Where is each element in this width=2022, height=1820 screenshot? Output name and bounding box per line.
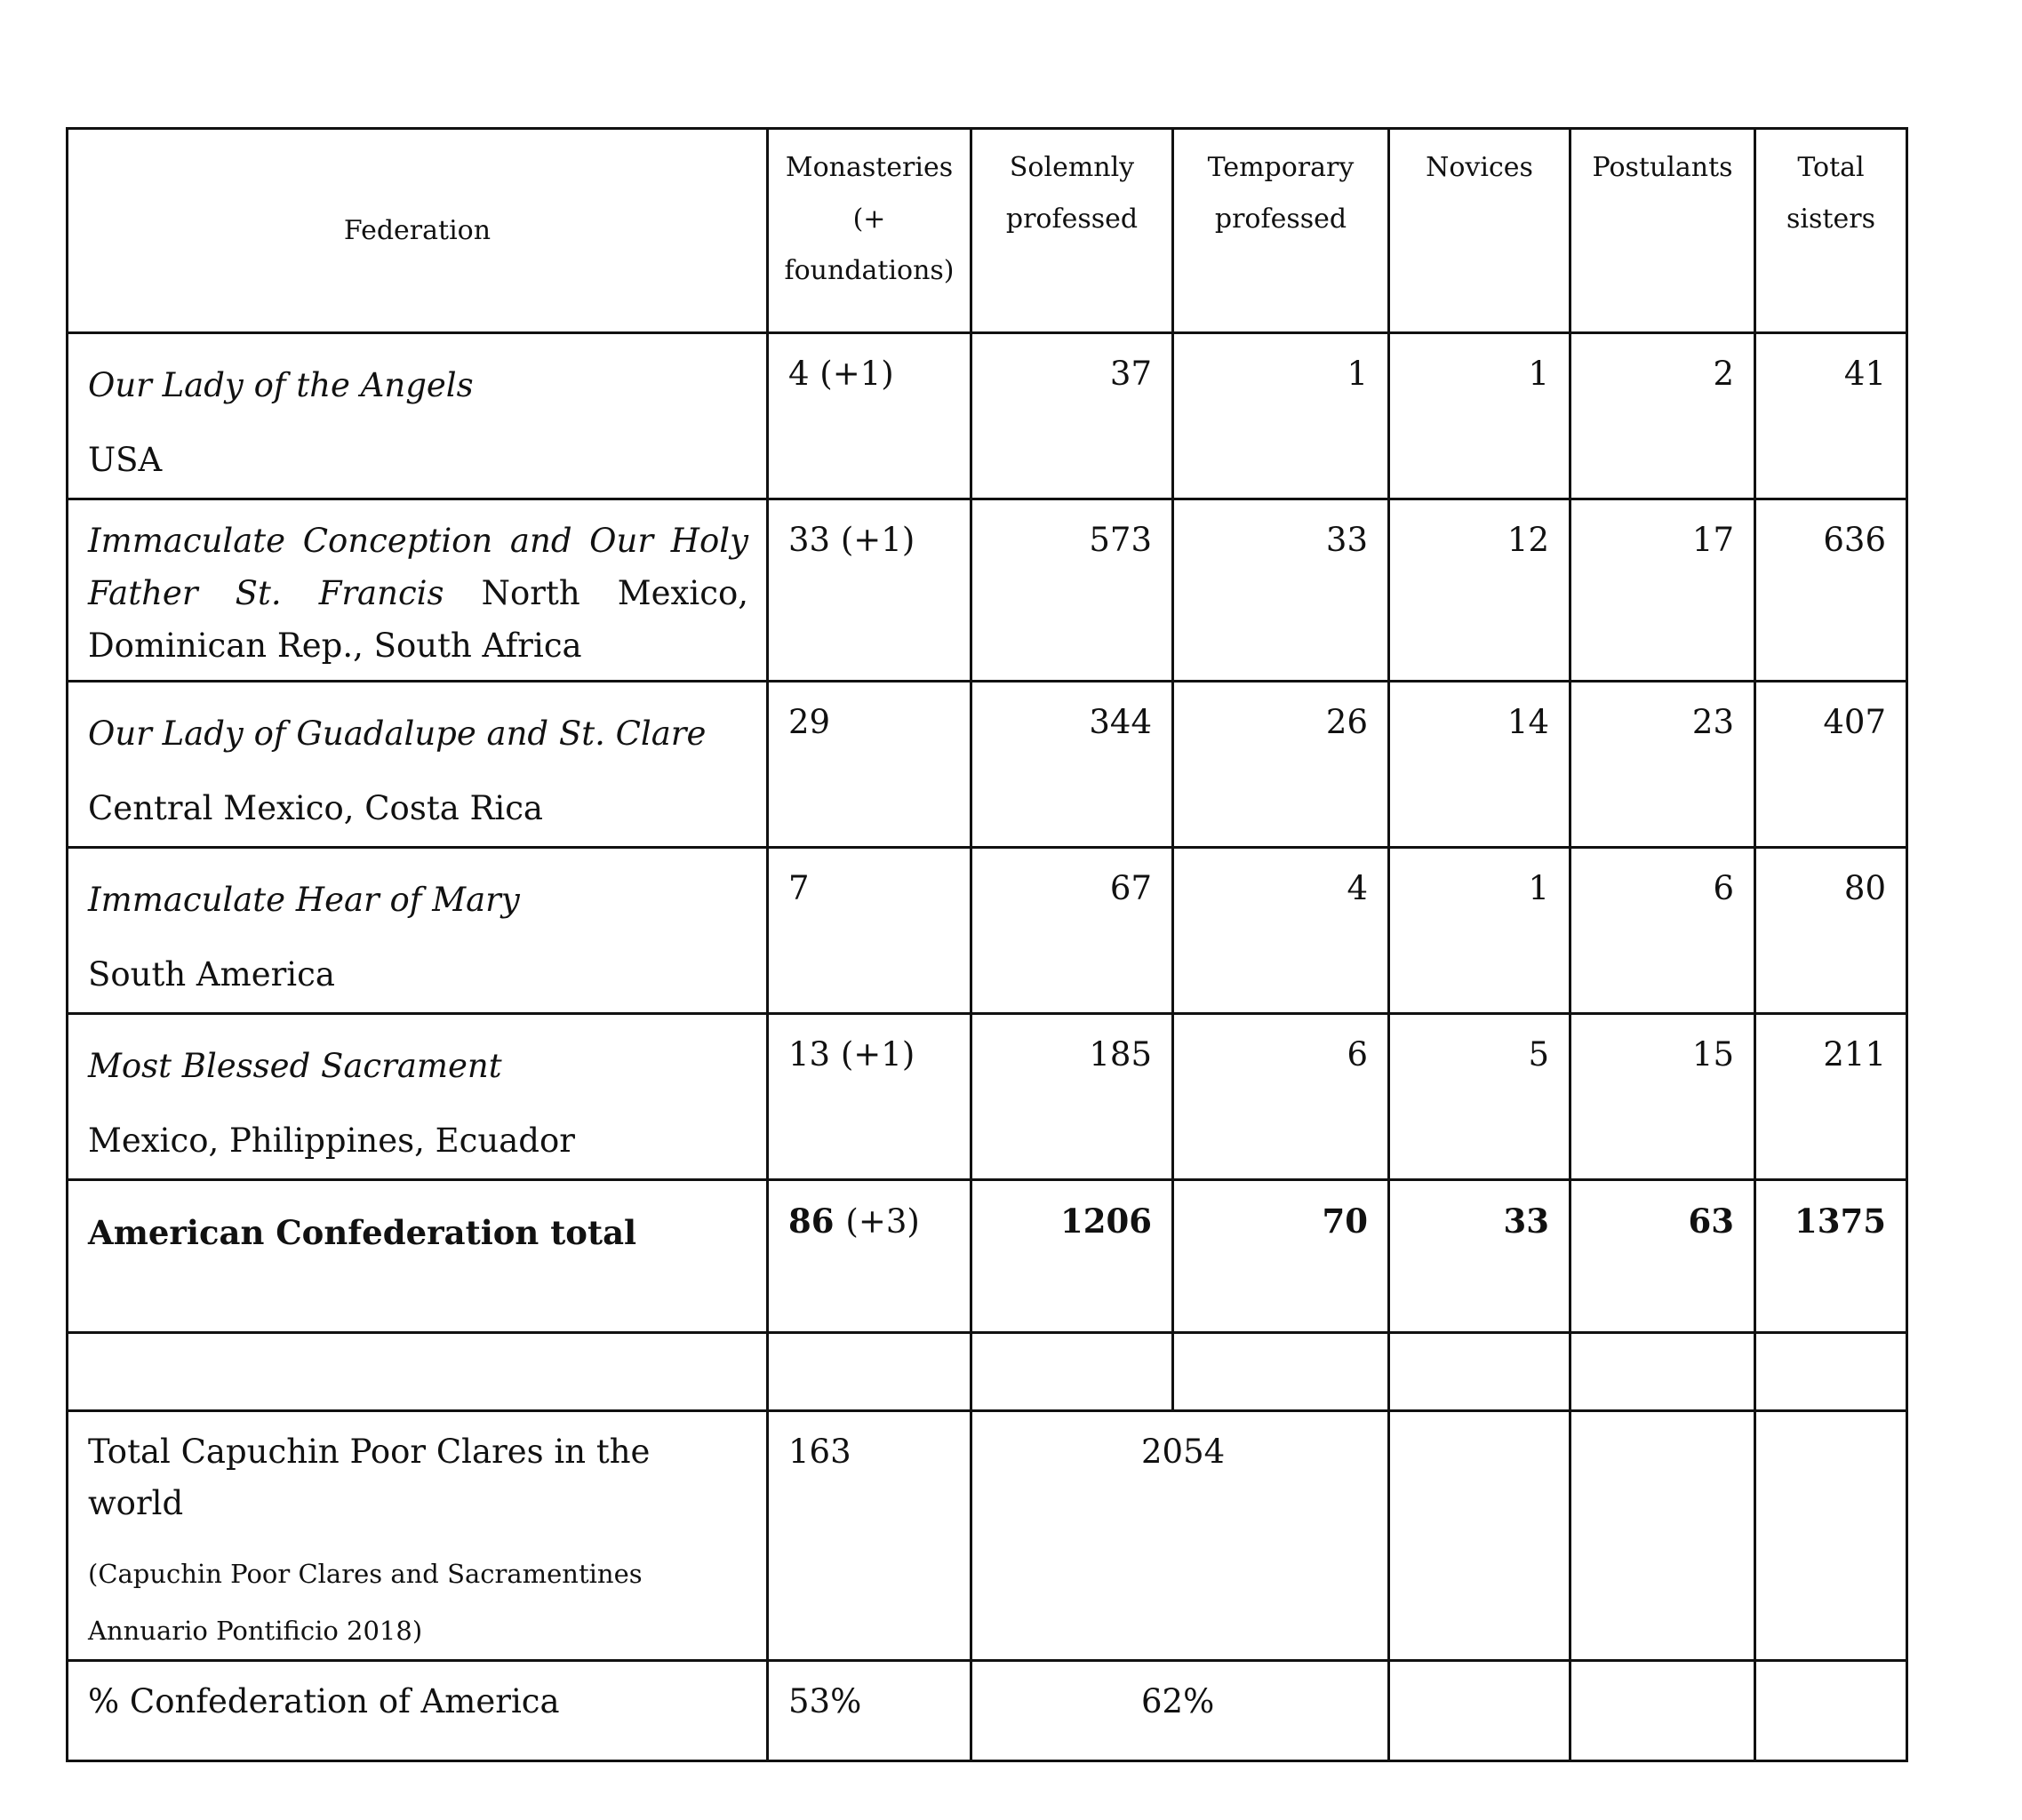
solemnly-cell: 37 [971,333,1173,499]
novices-cell: 14 [1389,682,1570,848]
novices-cell: 12 [1389,499,1570,682]
header-novices: Novices [1389,129,1570,333]
postulants-cell: 17 [1570,499,1755,682]
postulants-cell: 15 [1570,1014,1755,1180]
solemnly-cell: 573 [971,499,1173,682]
novices-cell: 1 [1389,333,1570,499]
table-row [68,1014,1907,1180]
federation-cell: Immaculate Hear of Mary South America [68,848,768,1014]
confederation-total-row [68,1180,1907,1333]
temporary-cell: 6 [1173,1014,1389,1180]
total-cell: 1375 [1755,1180,1907,1333]
temporary-cell: 4 [1173,848,1389,1014]
postulants-cell: 23 [1570,682,1755,848]
federation-cell: Our Lady of the Angels USA [68,333,768,499]
total-cell: 80 [1755,848,1907,1014]
monasteries-cell: 13 (+1) [768,1014,971,1180]
header-federation: Federation [68,129,768,333]
monasteries-cell: 86 (+3) [768,1180,971,1333]
federation-cell: Our Lady of Guadalupe and St. Clare Central Mexico, Costa Rica [68,682,768,848]
monasteries-cell: 4 (+1) [768,333,971,499]
novices-cell: 5 [1389,1014,1570,1180]
monasteries-cell: 7 [768,848,971,1014]
solemnly-cell: 67 [971,848,1173,1014]
world-total-row [68,1411,1907,1661]
total-cell: 407 [1755,682,1907,848]
temporary-cell: 26 [1173,682,1389,848]
sisters-cell: 2054 [971,1411,1389,1661]
header-row [68,129,1907,333]
header-temporary: Temporary professed [1173,129,1389,333]
total-cell: 211 [1755,1014,1907,1180]
postulants-cell: 2 [1570,333,1755,499]
temporary-cell: 70 [1173,1180,1389,1333]
solemnly-cell: 344 [971,682,1173,848]
temporary-cell: 1 [1173,333,1389,499]
world-total-label-cell: Total Capuchin Poor Clares in the world (Capuchin Poor Clares and Sacramentines Annuario Pontificio 2018) [68,1411,768,1661]
header-postulants: Postulants [1570,129,1755,333]
sisters-cell: 62% [971,1661,1389,1761]
postulants-cell: 6 [1570,848,1755,1014]
temporary-cell: 33 [1173,499,1389,682]
table-row [68,682,1907,848]
total-cell: 636 [1755,499,1907,682]
total-cell: 41 [1755,333,1907,499]
percent-row [68,1661,1907,1761]
table-row [68,499,1907,682]
solemnly-cell: 1206 [971,1180,1173,1333]
federation-cell: Most Blessed Sacrament Mexico, Philippines, Ecuador [68,1014,768,1180]
total-label: American Confederation total [68,1180,768,1333]
novices-cell: 1 [1389,848,1570,1014]
empty-row [68,1333,1907,1411]
solemnly-cell: 185 [971,1014,1173,1180]
federation-table [66,127,1908,1762]
postulants-cell: 63 [1570,1180,1755,1333]
percent-label-cell: % Confederation of America [68,1661,768,1761]
monasteries-cell: 33 (+1) [768,499,971,682]
federation-cell: Immaculate Conception and Our Holy Father St. Francis North Mexico, Dominican Rep., South Africa [68,499,768,682]
novices-cell: 33 [1389,1180,1570,1333]
monasteries-cell: 163 [768,1411,971,1661]
table-row [68,848,1907,1014]
header-monasteries: Monasteries (+ foundations) [768,129,971,333]
monasteries-cell: 53% [768,1661,971,1761]
monasteries-cell: 29 [768,682,971,848]
table-row [68,333,1907,499]
header-solemnly: Solemnly professed [971,129,1173,333]
header-total: Total sisters [1755,129,1907,333]
